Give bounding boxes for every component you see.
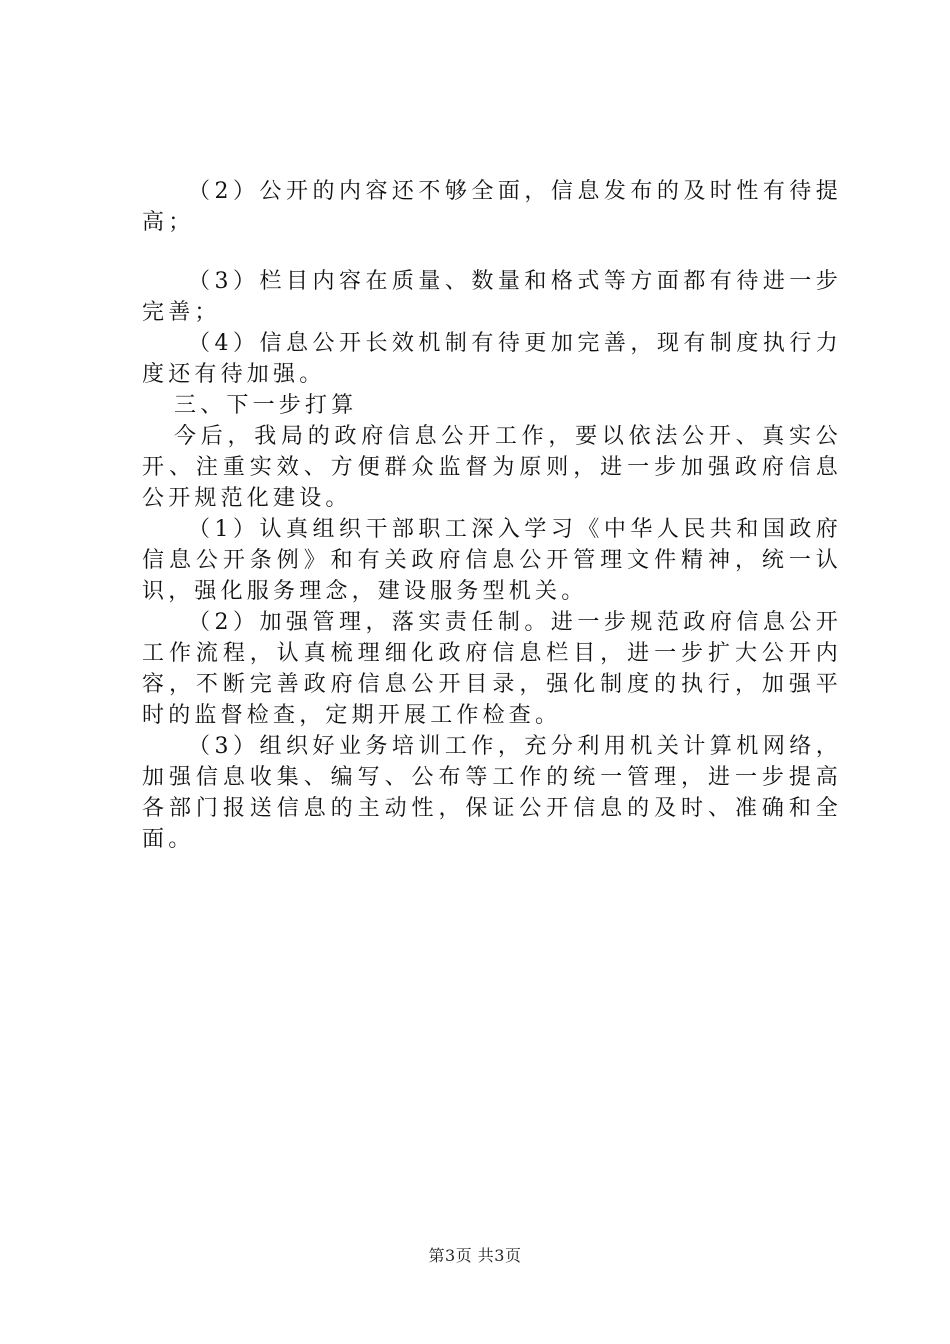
paragraph-plan-intro: 今后，我局的政府信息公开工作，要以依法公开、真实公开、注重实效、方便群众监督为原则，进一步加强政府信息公开规范化建设。 bbox=[142, 424, 842, 511]
paragraph-issue-2: （2）公开的内容还不够全面，信息发布的及时性有待提高； bbox=[142, 179, 842, 235]
document-body bbox=[142, 176, 842, 855]
paragraph-plan-1: （1）认真组织干部职工深入学习《中华人民共和国政府信息公开条例》和有关政府信息公开管理文件精神，统一认识，强化服务理念，建设服务型机关。 bbox=[142, 517, 842, 604]
section-heading-next-steps: 三、下一步打算 bbox=[174, 393, 358, 418]
paragraph-plan-2: （2）加强管理，落实责任制。进一步规范政府信息公开工作流程，认真梳理细化政府信息栏目，进一步扩大公开内容，不断完善政府信息公开目录，强化制度的执行，加强平时的监督检查，定期开展工作检查。 bbox=[142, 610, 842, 728]
page-number-footer: 第3页 共3页 bbox=[428, 1246, 522, 1265]
paragraph-plan-3: （3）组织好业务培训工作，充分利用机关计算机网络，加强信息收集、编写、公布等工作的统一管理，进一步提高各部门报送信息的主动性，保证公开信息的及时、准确和全面。 bbox=[142, 734, 842, 852]
paragraph-issue-3: （3）栏目内容在质量、数量和格式等方面都有待进一步完善； bbox=[142, 269, 842, 325]
paragraph-issue-4: （4）信息公开长效机制有待更加完善，现有制度执行力度还有待加强。 bbox=[142, 331, 842, 387]
